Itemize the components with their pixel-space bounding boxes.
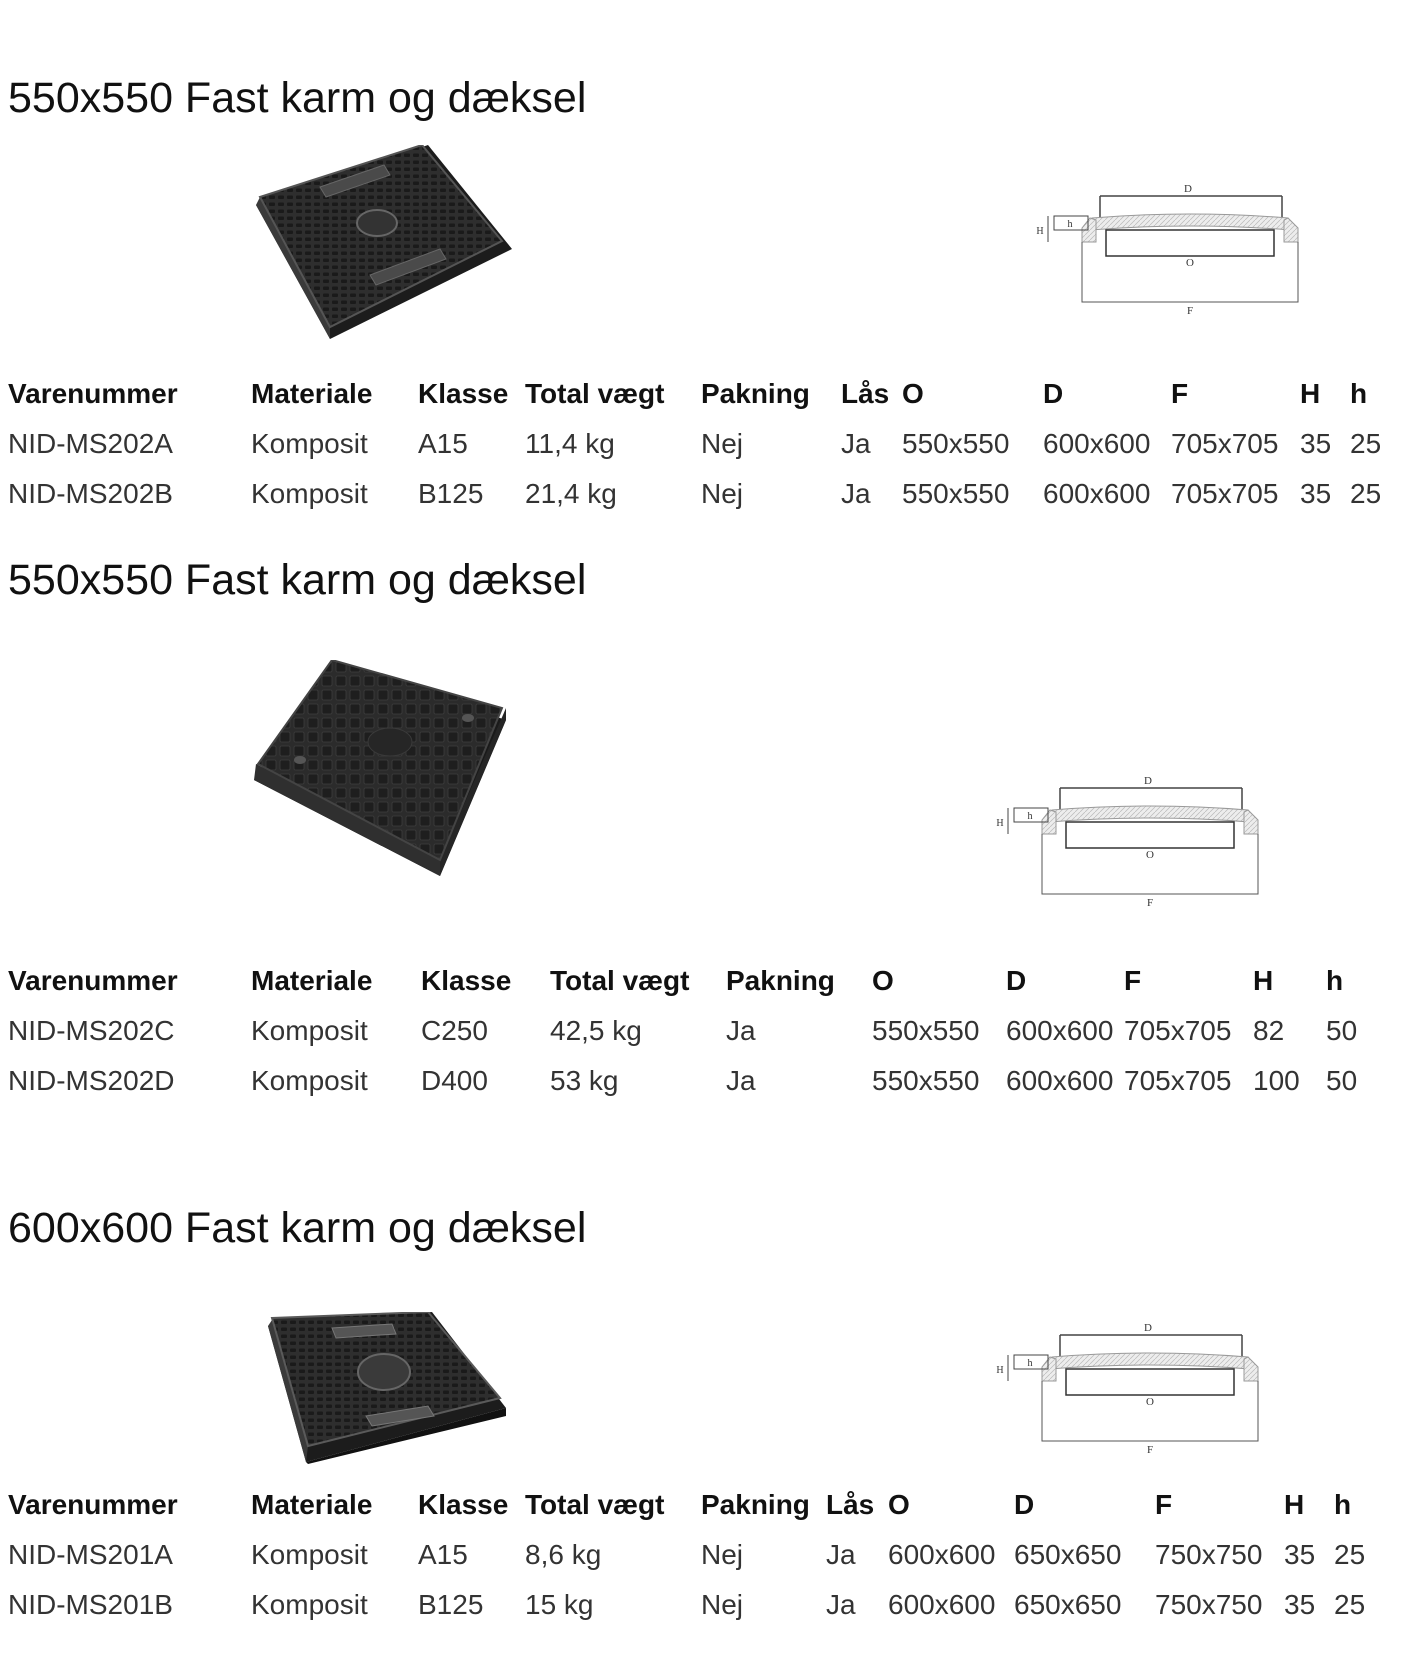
cell: NID-MS202C <box>8 1015 175 1046</box>
col-h-lower: h <box>1326 965 1344 996</box>
cell: Ja <box>826 1589 856 1620</box>
cell: 50 <box>1326 1015 1358 1046</box>
cell: 21,4 kg <box>525 478 617 509</box>
cell: Ja <box>841 478 871 509</box>
cell: 705x705 <box>1171 428 1279 459</box>
label-O: O <box>1186 257 1194 269</box>
cell: 750x750 <box>1155 1539 1263 1570</box>
cell: 750x750 <box>1155 1589 1263 1620</box>
label-H: H <box>996 818 1004 829</box>
label-F: F <box>1146 897 1154 909</box>
col-materiale: Materiale <box>251 1489 373 1520</box>
col-o: O <box>888 1489 910 1520</box>
col-h-lower: h <box>1350 378 1368 409</box>
col-f: F <box>1155 1489 1173 1520</box>
cell: 600x600 <box>888 1539 996 1570</box>
col-total-vaegt: Total vægt <box>525 1489 665 1520</box>
col-varenummer: Varenummer <box>8 965 178 996</box>
col-h-upper: H <box>1300 378 1321 409</box>
cell: 25 <box>1334 1589 1366 1620</box>
cell: B125 <box>418 1589 484 1620</box>
spec-table <box>8 1480 1374 1630</box>
cell: 650x650 <box>1014 1539 1122 1570</box>
col-laas: Lås <box>826 1489 875 1520</box>
cell: Nej <box>701 428 744 459</box>
cell: 550x550 <box>872 1015 980 1046</box>
label-O: O <box>1146 849 1154 861</box>
label-H: H <box>1036 226 1044 237</box>
cell: Komposit <box>251 1539 368 1570</box>
col-total-vaegt: Total vægt <box>550 965 690 996</box>
cell: 53 kg <box>550 1065 619 1096</box>
cell: 50 <box>1326 1065 1358 1096</box>
cell: Nej <box>701 1589 744 1620</box>
cell: Ja <box>726 1015 756 1046</box>
cell: 650x650 <box>1014 1589 1122 1620</box>
cell: 25 <box>1350 478 1382 509</box>
cell: 550x550 <box>902 428 1010 459</box>
cell: Komposit <box>251 428 368 459</box>
col-h-lower: h <box>1334 1489 1352 1520</box>
col-h-upper: H <box>1284 1489 1305 1520</box>
section-title: 550x550 Fast karm og dæksel <box>8 556 587 604</box>
cell: 25 <box>1350 428 1382 459</box>
cell: 600x600 <box>1006 1015 1114 1046</box>
cell: 550x550 <box>872 1065 980 1096</box>
cell: 35 <box>1284 1589 1316 1620</box>
cell: Ja <box>726 1065 756 1096</box>
cell: C250 <box>421 1015 488 1046</box>
col-laas: Lås <box>841 378 890 409</box>
cell: Ja <box>826 1539 856 1570</box>
col-f: F <box>1124 965 1142 996</box>
col-o: O <box>872 965 894 996</box>
col-klasse: Klasse <box>421 965 512 996</box>
label-D: D <box>1144 775 1152 787</box>
cell: 705x705 <box>1124 1015 1232 1046</box>
col-materiale: Materiale <box>251 965 373 996</box>
label-h: h <box>1027 811 1033 822</box>
table-row <box>8 1530 1374 1580</box>
table-header-row <box>8 1480 1374 1530</box>
cell: 25 <box>1334 1539 1366 1570</box>
cell: Komposit <box>251 1065 368 1096</box>
cell: 600x600 <box>1043 478 1151 509</box>
label-h: h <box>1027 1358 1033 1369</box>
table-row <box>8 1580 1374 1630</box>
cell: 35 <box>1300 428 1332 459</box>
cell: 42,5 kg <box>550 1015 642 1046</box>
cell: 15 kg <box>525 1589 594 1620</box>
col-total-vaegt: Total vægt <box>525 378 665 409</box>
col-d: D <box>1006 965 1027 996</box>
cell: 600x600 <box>1043 428 1151 459</box>
cell: 35 <box>1300 478 1332 509</box>
col-d: D <box>1043 378 1064 409</box>
cell: 705x705 <box>1124 1065 1232 1096</box>
cell: 35 <box>1284 1539 1316 1570</box>
cell: B125 <box>418 478 484 509</box>
label-F: F <box>1186 305 1194 317</box>
cell: 11,4 kg <box>525 428 615 459</box>
cell: D400 <box>421 1065 488 1096</box>
cell: Nej <box>701 1539 744 1570</box>
col-f: F <box>1171 378 1189 409</box>
cell: 8,6 kg <box>525 1539 602 1570</box>
label-F: F <box>1146 1444 1154 1456</box>
cell: Komposit <box>251 1015 368 1046</box>
cell: NID-MS201B <box>8 1589 173 1620</box>
col-klasse: Klasse <box>418 1489 509 1520</box>
cell: NID-MS201A <box>8 1539 173 1570</box>
col-varenummer: Varenummer <box>8 378 178 409</box>
cell: A15 <box>418 428 468 459</box>
col-klasse: Klasse <box>418 378 509 409</box>
col-varenummer: Varenummer <box>8 1489 178 1520</box>
section-title: 600x600 Fast karm og dæksel <box>8 1204 587 1252</box>
col-pakning: Pakning <box>726 965 835 996</box>
col-o: O <box>902 378 924 409</box>
cell: 100 <box>1253 1065 1300 1096</box>
cell: A15 <box>418 1539 468 1570</box>
cell: NID-MS202A <box>8 428 173 459</box>
cell: Ja <box>841 428 871 459</box>
cell: 600x600 <box>1006 1065 1114 1096</box>
label-D: D <box>1144 1322 1152 1334</box>
col-d: D <box>1014 1489 1035 1520</box>
col-pakning: Pakning <box>701 378 810 409</box>
section-title: 550x550 Fast karm og dæksel <box>8 74 587 122</box>
label-D: D <box>1184 183 1192 195</box>
col-pakning: Pakning <box>701 1489 810 1520</box>
cell: 82 <box>1253 1015 1285 1046</box>
cell: Nej <box>701 478 744 509</box>
cell: NID-MS202B <box>8 478 173 509</box>
label-H: H <box>996 1365 1004 1376</box>
cell: 705x705 <box>1171 478 1279 509</box>
label-h: h <box>1067 219 1073 230</box>
cell: Komposit <box>251 478 368 509</box>
cell: NID-MS202D <box>8 1065 175 1096</box>
col-h-upper: H <box>1253 965 1274 996</box>
manhole-cover-photo <box>262 1312 512 1464</box>
cell: 600x600 <box>888 1589 996 1620</box>
col-materiale: Materiale <box>251 378 373 409</box>
cell: Komposit <box>251 1589 368 1620</box>
cell: 550x550 <box>902 478 1010 509</box>
cross-section-diagram <box>990 1319 1270 1459</box>
label-O: O <box>1146 1396 1154 1408</box>
